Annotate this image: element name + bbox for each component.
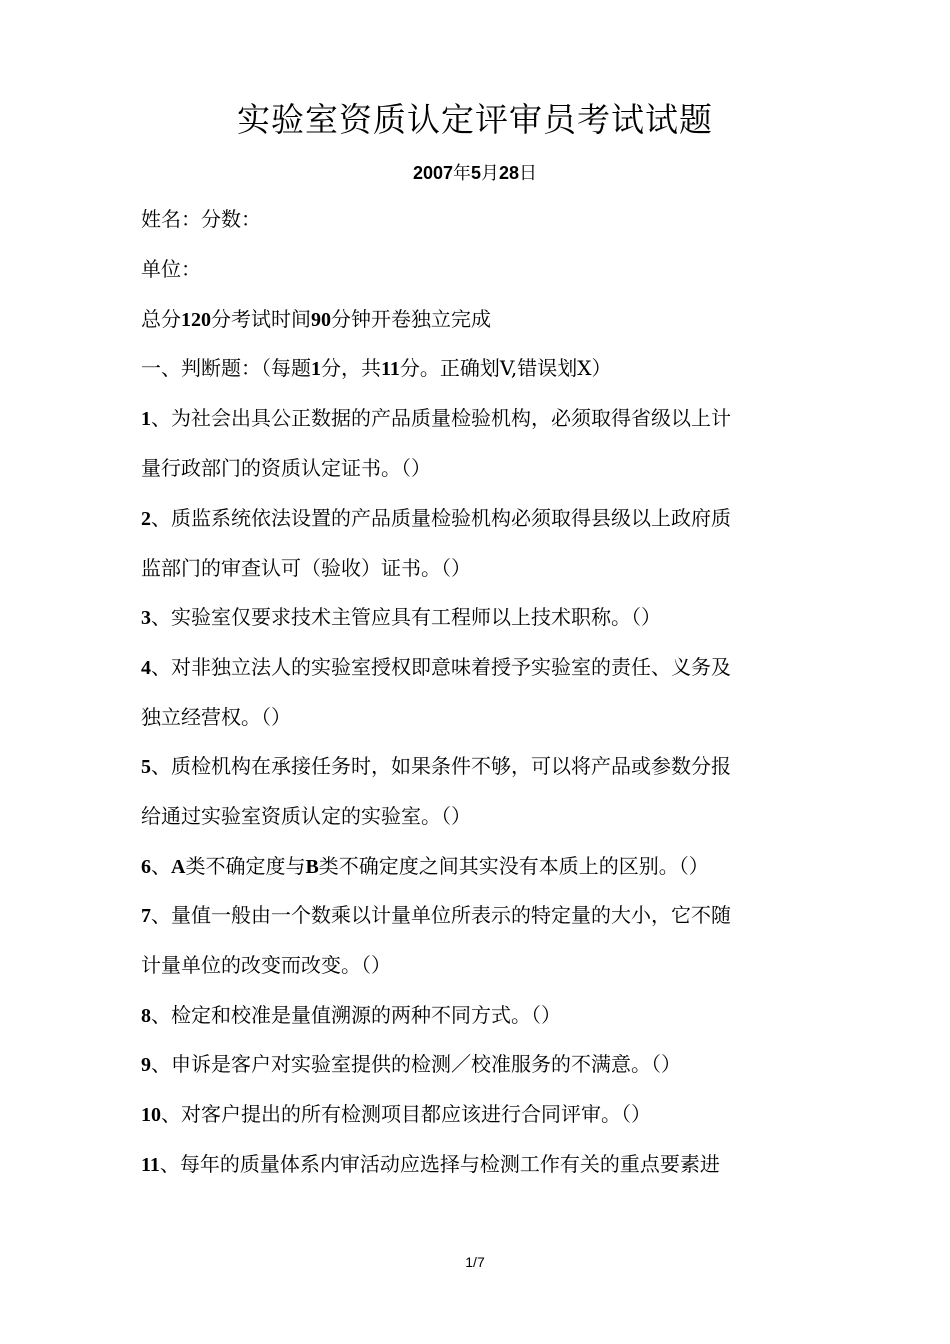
question-4: 4、对非独立法人的实验室授权即意味着授予实验室的责任、义务及: [141, 655, 731, 679]
question-8: 8、检定和校准是量值溯源的两种不同方式。（）: [141, 1003, 561, 1027]
name-score-field: 姓名：分数：: [141, 207, 261, 231]
document-title: 实验室资质认定评审员考试试题: [237, 100, 713, 139]
question-3: 3、实验室仅要求技术主管应具有工程师以上技术职称。（）: [141, 605, 661, 629]
question-1: 1、为社会出具公正数据的产品质量检验机构，必须取得省级以上计: [141, 406, 731, 430]
section-heading-judgement: 一、判断题：（每题1分，共11分。正确划V,错误划X）: [141, 356, 612, 380]
exam-date: 2007年5月28日: [412, 163, 538, 184]
question-2: 2、质监系统依法设置的产品质量检验机构必须取得县级以上政府质: [141, 506, 731, 530]
question-11: 11、每年的质量体系内审活动应选择与检测工作有关的重点要素进: [141, 1152, 720, 1176]
question-6: 6、A类不确定度与B类不确定度之间其实没有本质上的区别。（）: [141, 854, 709, 878]
question-10: 10、对客户提出的所有检测项目都应该进行合同评审。（）: [141, 1102, 651, 1126]
question-5-cont: 给通过实验室资质认定的实验室。（）: [141, 804, 471, 828]
question-7: 7、量值一般由一个数乘以计量单位所表示的特定量的大小，它不随: [141, 903, 731, 927]
question-2-cont: 监部门的审查认可（验收）证书。（）: [141, 556, 471, 580]
exam-info: 总分120分考试时间90分钟开卷独立完成: [141, 307, 491, 331]
question-7-cont: 计量单位的改变而改变。（）: [141, 953, 391, 977]
page-number: 1/7: [465, 1254, 485, 1270]
question-4-cont: 独立经营权。（）: [141, 705, 291, 729]
question-9: 9、申诉是客户对实验室提供的检测／校准服务的不满意。（）: [141, 1052, 681, 1076]
question-1-cont: 量行政部门的资质认定证书。（）: [141, 456, 431, 480]
question-5: 5、质检机构在承接任务时，如果条件不够，可以将产品或参数分报: [141, 754, 731, 778]
unit-field: 单位：: [141, 257, 201, 281]
